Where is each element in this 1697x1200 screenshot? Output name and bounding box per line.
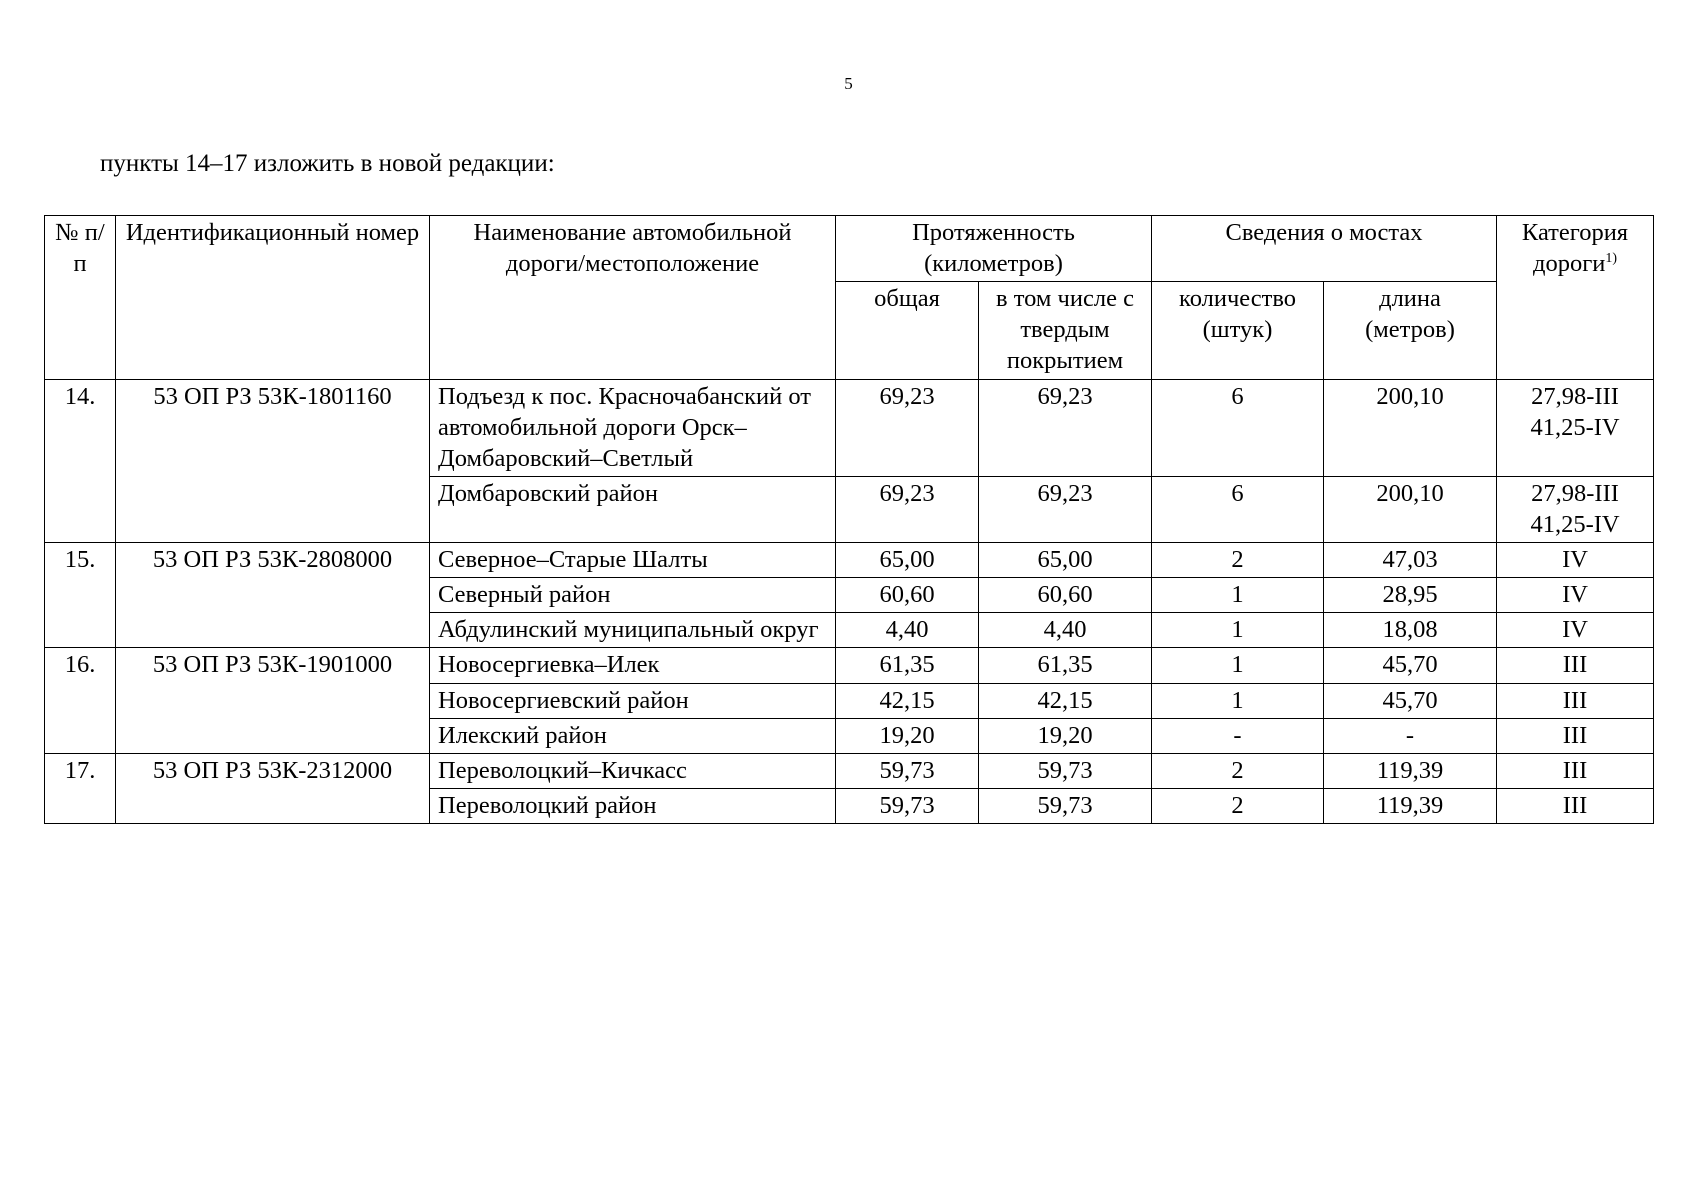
category-line: 41,25-IV — [1530, 510, 1620, 538]
table-body — [45, 379, 1654, 823]
road-name-cell: Домбаровский район — [430, 476, 836, 542]
item-id: 53 ОП РЗ 53К-1801160 — [116, 379, 430, 543]
category-cell — [1497, 788, 1654, 823]
length-hard-cell: 69,23 — [979, 379, 1152, 476]
category-cell — [1497, 543, 1654, 578]
header-num: № п/п — [45, 216, 116, 380]
table-row — [45, 543, 1654, 578]
bridges-length-cell: 45,70 — [1324, 683, 1497, 718]
length-hard-cell: 65,00 — [979, 543, 1152, 578]
item-id: 53 ОП РЗ 53К-1901000 — [116, 648, 430, 753]
category-line: III — [1562, 721, 1588, 749]
length-hard-cell: 4,40 — [979, 613, 1152, 648]
bridges-length-cell: 18,08 — [1324, 613, 1497, 648]
category-cell — [1497, 683, 1654, 718]
category-line: III — [1562, 791, 1588, 819]
roads-table — [44, 215, 1654, 824]
length-hard-cell: 59,73 — [979, 753, 1152, 788]
bridges-length-cell: 200,10 — [1324, 476, 1497, 542]
category-line: III — [1562, 756, 1588, 784]
category-line: 27,98-III — [1531, 382, 1619, 410]
header-bridges-group: Сведения о мостах — [1152, 216, 1497, 282]
category-line: III — [1562, 651, 1588, 679]
length-total-cell: 4,40 — [836, 613, 979, 648]
item-number: 16. — [45, 648, 116, 753]
header-bridges-count: количество (штук) — [1152, 282, 1324, 379]
road-name-cell: Северное–Старые Шалты — [430, 543, 836, 578]
category-line: IV — [1562, 581, 1588, 609]
length-total-cell: 61,35 — [836, 648, 979, 683]
bridges-count-cell: 6 — [1152, 476, 1324, 542]
header-length-total: общая — [836, 282, 979, 379]
bridges-length-cell: - — [1324, 718, 1497, 753]
category-line: IV — [1562, 616, 1588, 644]
category-cell — [1497, 578, 1654, 613]
bridges-count-cell: 1 — [1152, 613, 1324, 648]
length-hard-cell: 60,60 — [979, 578, 1152, 613]
bridges-count-cell: 2 — [1152, 788, 1324, 823]
header-name: Наименование автомобильной дороги/местоположение — [430, 216, 836, 380]
bridges-length-cell: 119,39 — [1324, 788, 1497, 823]
length-total-cell: 19,20 — [836, 718, 979, 753]
road-name-cell: Абдулинский муниципальный округ — [430, 613, 836, 648]
bridges-length-cell: 119,39 — [1324, 753, 1497, 788]
length-total-cell: 42,15 — [836, 683, 979, 718]
header-id: Идентификационный номер — [116, 216, 430, 380]
header-length-hard: в том числе с твердым покрытием — [979, 282, 1152, 379]
length-hard-cell: 59,73 — [979, 788, 1152, 823]
bridges-count-cell: 1 — [1152, 648, 1324, 683]
length-hard-cell: 42,15 — [979, 683, 1152, 718]
length-total-cell: 69,23 — [836, 476, 979, 542]
category-line: IV — [1562, 546, 1588, 574]
length-total-cell: 59,73 — [836, 753, 979, 788]
road-name-cell: Переволоцкий–Кичкасс — [430, 753, 836, 788]
header-category — [1497, 216, 1654, 380]
road-name-cell: Переволоцкий район — [430, 788, 836, 823]
category-line: III — [1562, 686, 1588, 714]
category-line: 27,98-III — [1531, 479, 1619, 507]
category-cell — [1497, 379, 1654, 476]
bridges-count-cell: 1 — [1152, 683, 1324, 718]
bridges-length-cell: 47,03 — [1324, 543, 1497, 578]
road-name-cell: Северный район — [430, 578, 836, 613]
table-row — [45, 379, 1654, 476]
header-length-group: Протяженность (километров) — [836, 216, 1152, 282]
length-total-cell: 65,00 — [836, 543, 979, 578]
bridges-length-cell: 45,70 — [1324, 648, 1497, 683]
item-number: 15. — [45, 543, 116, 648]
bridges-count-cell: 2 — [1152, 543, 1324, 578]
page-number: 5 — [844, 74, 853, 93]
bridges-count-cell: - — [1152, 718, 1324, 753]
length-hard-cell: 61,35 — [979, 648, 1152, 683]
bridges-count-cell: 2 — [1152, 753, 1324, 788]
road-name-cell: Илекский район — [430, 718, 836, 753]
category-cell — [1497, 613, 1654, 648]
header-category-footnote: 1) — [1605, 250, 1618, 266]
item-number: 14. — [45, 379, 116, 543]
category-cell — [1497, 648, 1654, 683]
table-row — [45, 753, 1654, 788]
table-row — [45, 648, 1654, 683]
item-id: 53 ОП РЗ 53К-2312000 — [116, 753, 430, 823]
category-cell — [1497, 753, 1654, 788]
bridges-count-cell: 1 — [1152, 578, 1324, 613]
intro-text: пункты 14–17 изложить в новой редакции: — [100, 150, 555, 177]
bridges-count-cell: 6 — [1152, 379, 1324, 476]
road-name-cell: Подъезд к пос. Красночабанский от автомобильной дороги Орск–Домбаровский–Светлый — [430, 379, 836, 476]
header-category-text: Категория дороги — [1521, 219, 1629, 278]
length-hard-cell: 19,20 — [979, 718, 1152, 753]
bridges-length-cell: 28,95 — [1324, 578, 1497, 613]
category-cell — [1497, 476, 1654, 542]
length-total-cell: 60,60 — [836, 578, 979, 613]
category-cell — [1497, 718, 1654, 753]
road-name-cell: Новосергиевка–Илек — [430, 648, 836, 683]
length-total-cell: 69,23 — [836, 379, 979, 476]
category-line: 41,25-IV — [1530, 413, 1620, 441]
road-name-cell: Новосергиевский район — [430, 683, 836, 718]
item-id: 53 ОП РЗ 53К-2808000 — [116, 543, 430, 648]
length-hard-cell: 69,23 — [979, 476, 1152, 542]
header-bridges-length: длина (метров) — [1324, 282, 1497, 379]
length-total-cell: 59,73 — [836, 788, 979, 823]
bridges-length-cell: 200,10 — [1324, 379, 1497, 476]
item-number: 17. — [45, 753, 116, 823]
